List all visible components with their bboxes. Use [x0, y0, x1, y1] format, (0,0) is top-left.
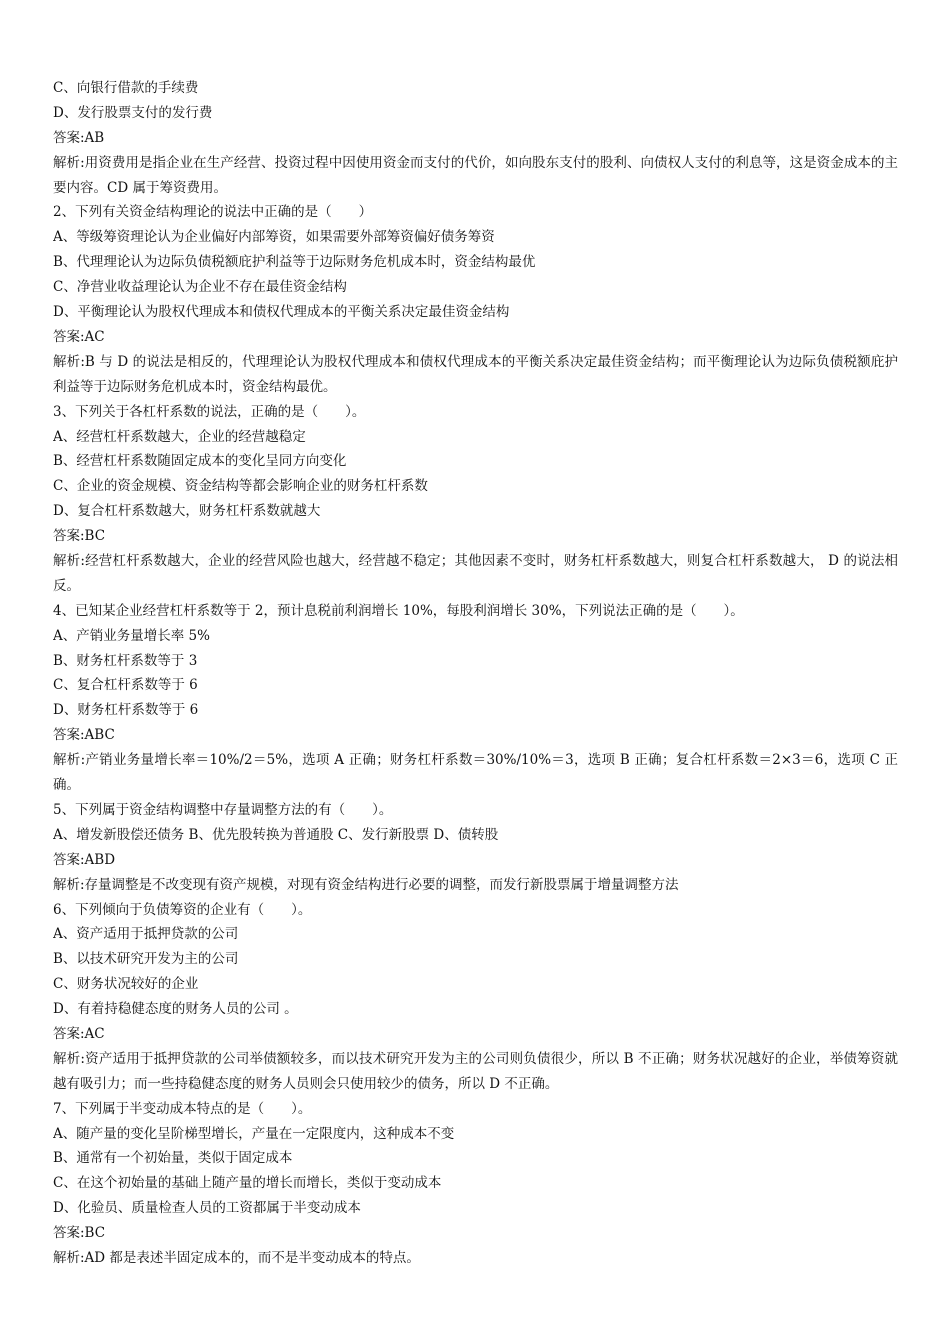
explanation-paragraph: 解析:存量调整是不改变现有资产规模，对现有资金结构进行必要的调整，而发行新股票属于增量调整方法 — [53, 876, 679, 893]
answer-option: B、通常有一个初始量，类似于固定成本 — [53, 1150, 293, 1167]
question-stem: 7、下列属于半变动成本特点的是（ ）。 — [53, 1100, 312, 1117]
explanation-paragraph: 解析:B 与 D 的说法是相反的，代理理论认为股权代理成本和债权代理成本的平衡关系决定最佳资金结构；而平衡理论认为边际负债税额庇护利益等于边际财务危机成本时，资金结构最优。 — [53, 353, 898, 395]
answer-option: B、经营杠杆系数随固定成本的变化呈同方向变化 — [53, 453, 347, 470]
answer-option: D、财务杠杆系数等于 6 — [53, 702, 199, 719]
question-stem: 4、已知某企业经营杠杆系数等于 2，预计息税前利润增长 10%，每股利润增长 30%，下列说法正确的是（ ）。 — [53, 602, 744, 619]
answer-option: C、向银行借款的手续费 — [53, 80, 199, 96]
answer-option: D、发行股票支付的发行费 — [53, 104, 213, 121]
answer-option: D、复合杠杆系数越大，财务杠杆系数就越大 — [53, 503, 321, 520]
answer-option: D、化验员、质量检查人员的工资都属于半变动成本 — [53, 1200, 361, 1217]
explanation-paragraph: 解析:资产适用于抵押贷款的公司举债额较多，而以技术研究开发为主的公司则负债很少，所以 B 不正确；财务状况越好的企业，举债筹资就越有吸引力；而一些持稳健态度的财务人员则会只使用较少的债务，所以 D 不正确。 — [53, 1050, 898, 1092]
answer-option: C、在这个初始量的基础上随产量的增长而增长，类似于变动成本 — [53, 1175, 442, 1192]
answer-line: 答案:AB — [53, 129, 105, 146]
answer-option: C、财务状况较好的企业 — [53, 976, 199, 993]
question-stem: 5、下列属于资金结构调整中存量调整方法的有（ ）。 — [53, 801, 393, 818]
answer-line: 答案:BC — [53, 528, 106, 545]
answer-option: C、复合杠杆系数等于 6 — [53, 677, 198, 694]
question-stem: 3、下列关于各杠杆系数的说法，正确的是（ ）。 — [53, 403, 366, 420]
answer-option: A、增发新股偿还债务 B、优先股转换为普通股 C、发行新股票 D、债转股 — [53, 826, 499, 843]
document-body — [53, 76, 898, 1271]
explanation-paragraph: 解析:AD 都是表述半固定成本的，而不是半变动成本的特点。 — [53, 1250, 420, 1267]
explanation-paragraph: 解析:经营杠杆系数越大，企业的经营风险也越大，经营越不稳定；其他因素不变时，财务杠杆系数越大，则复合杠杆系数越大， D 的说法相反。 — [53, 552, 898, 594]
answer-option: A、等级筹资理论认为企业偏好内部筹资，如果需要外部筹资偏好债务筹资 — [53, 229, 495, 246]
answer-line: 答案:AC — [53, 1025, 105, 1042]
answer-option: A、资产适用于抵押贷款的公司 — [53, 926, 239, 943]
answer-option: D、平衡理论认为股权代理成本和债权代理成本的平衡关系决定最佳资金结构 — [53, 304, 510, 321]
answer-line: 答案:ABD — [53, 851, 116, 868]
answer-option: A、产销业务量增长率 5% — [53, 627, 210, 644]
answer-option: A、随产量的变化呈阶梯型增长，产量在一定限度内，这种成本不变 — [53, 1125, 455, 1142]
answer-option: B、以技术研究开发为主的公司 — [53, 951, 239, 968]
explanation-paragraph: 解析:用资费用是指企业在生产经营、投资过程中因使用资金而支付的代价，如向股东支付的股利、向债权人支付的利息等，这是资金成本的主要内容。CD 属于筹资费用。 — [53, 154, 898, 196]
explanation-paragraph: 解析:产销业务量增长率＝10%/2＝5%，选项 A 正确；财务杠杆系数＝30%/10%＝3，选项 B 正确；复合杠杆系数＝2×3＝6，选项 C 正确。 — [53, 752, 898, 794]
answer-option: B、代理理论认为边际负债税额庇护利益等于边际财务危机成本时，资金结构最优 — [53, 254, 536, 271]
answer-line: 答案:AC — [53, 328, 105, 345]
question-stem: 2、下列有关资金结构理论的说法中正确的是（ ） — [53, 204, 373, 221]
answer-option: C、企业的资金规模、资金结构等都会影响企业的财务杠杆系数 — [53, 478, 428, 495]
answer-option: D、有着持稳健态度的财务人员的公司 。 — [53, 1001, 298, 1018]
answer-line: 答案:ABC — [53, 727, 115, 744]
question-stem: 6、下列倾向于负债筹资的企业有（ ）。 — [53, 901, 312, 918]
answer-option: A、经营杠杆系数越大，企业的经营越稳定 — [53, 428, 306, 445]
answer-option: B、财务杠杆系数等于 3 — [53, 652, 198, 669]
answer-option: C、净营业收益理论认为企业不存在最佳资金结构 — [53, 279, 347, 296]
answer-line: 答案:BC — [53, 1225, 106, 1242]
